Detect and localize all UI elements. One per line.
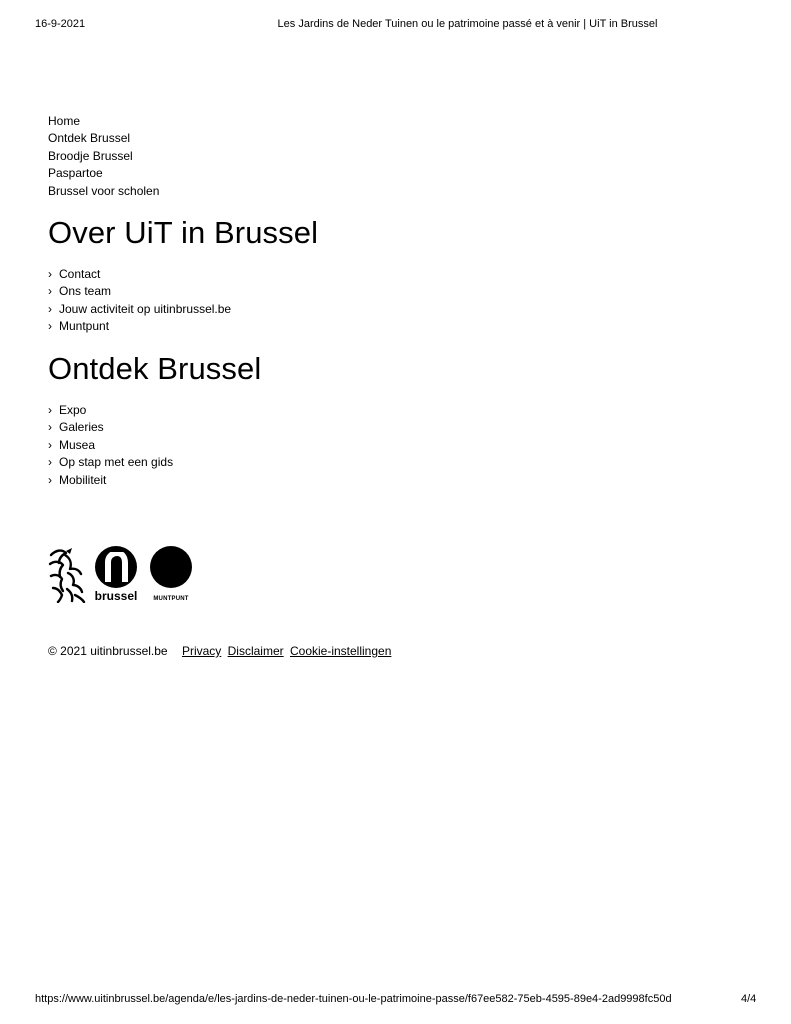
link-jouw-activiteit[interactable] <box>48 301 231 318</box>
link-musea[interactable] <box>48 437 173 454</box>
chevron-right-icon: › <box>48 267 52 281</box>
top-navigation <box>48 113 159 200</box>
nav-item-paspartoe[interactable]: Paspartoe <box>48 166 103 181</box>
link-label: Expo <box>59 403 87 417</box>
chevron-right-icon: › <box>48 472 52 487</box>
muntpunt-logo-text: MUNTPUNT <box>153 596 189 602</box>
chevron-right-icon: › <box>48 437 52 452</box>
link-muntpunt[interactable] <box>48 318 231 335</box>
print-date: 16-9-2021 <box>35 18 86 30</box>
section-heading-over-uit: Over UiT in Brussel <box>48 215 319 250</box>
brussel-logo-text: brussel <box>94 589 138 603</box>
partner-logos <box>48 544 198 606</box>
nav-item-brussel-voor-scholen[interactable]: Brussel voor scholen <box>48 183 160 198</box>
link-label: Ons team <box>59 284 112 299</box>
footer-link-disclaimer[interactable]: Disclaimer <box>227 644 284 658</box>
print-page-number: 4/4 <box>741 993 757 1005</box>
link-label: Jouw activiteit op uitinbrussel.be <box>59 301 232 316</box>
print-url: https://www.uitinbrussel.be/agenda/e/les-jardins-de-neder-tuinen-ou-le-patrimoine-passe/f67ee582-75eb-4595-89e4-2ad9998fc50d <box>35 993 672 1005</box>
chevron-right-icon: › <box>48 284 52 299</box>
link-ons-team[interactable] <box>48 283 231 300</box>
flemish-lion-icon[interactable] <box>48 547 86 603</box>
site-footer <box>48 644 394 659</box>
link-label: Galeries <box>59 420 104 435</box>
link-mobiliteit[interactable] <box>48 472 173 489</box>
ontdek-brussel-links <box>48 402 173 489</box>
link-label: Muntpunt <box>59 319 110 334</box>
nav-item-broodje-brussel[interactable]: Broodje Brussel <box>48 148 133 163</box>
print-page-title: Les Jardins de Neder Tuinen ou le patrimoine passé et à venir | UiT in Brussel <box>277 18 658 30</box>
nav-item-ontdek-brussel[interactable]: Ontdek Brussel <box>48 131 131 146</box>
footer-link-privacy[interactable]: Privacy <box>181 644 222 658</box>
link-label: Op stap met een gids <box>59 455 174 470</box>
footer-link-cookie-instellingen[interactable]: Cookie-instellingen <box>289 644 392 658</box>
link-contact[interactable] <box>48 266 231 283</box>
muntpunt-logo-mark <box>150 546 192 588</box>
link-label: Musea <box>59 437 96 452</box>
chevron-right-icon: › <box>48 420 52 435</box>
section-heading-ontdek-brussel: Ontdek Brussel <box>48 351 262 386</box>
link-label: Contact <box>59 267 101 281</box>
chevron-right-icon: › <box>48 455 52 470</box>
chevron-right-icon: › <box>48 301 52 316</box>
copyright-text: © 2021 uitinbrussel.be <box>48 644 168 658</box>
link-expo[interactable] <box>48 402 173 419</box>
chevron-right-icon: › <box>48 403 52 417</box>
brussel-logo[interactable] <box>94 546 138 606</box>
n-letter-icon <box>104 552 128 582</box>
link-label: Mobiliteit <box>59 472 107 487</box>
chevron-right-icon: › <box>48 319 52 334</box>
over-uit-links <box>48 266 231 336</box>
muntpunt-logo[interactable] <box>148 546 194 606</box>
link-galeries[interactable] <box>48 419 173 436</box>
nav-item-home[interactable]: Home <box>48 114 81 128</box>
link-op-stap-met-een-gids[interactable] <box>48 454 173 471</box>
